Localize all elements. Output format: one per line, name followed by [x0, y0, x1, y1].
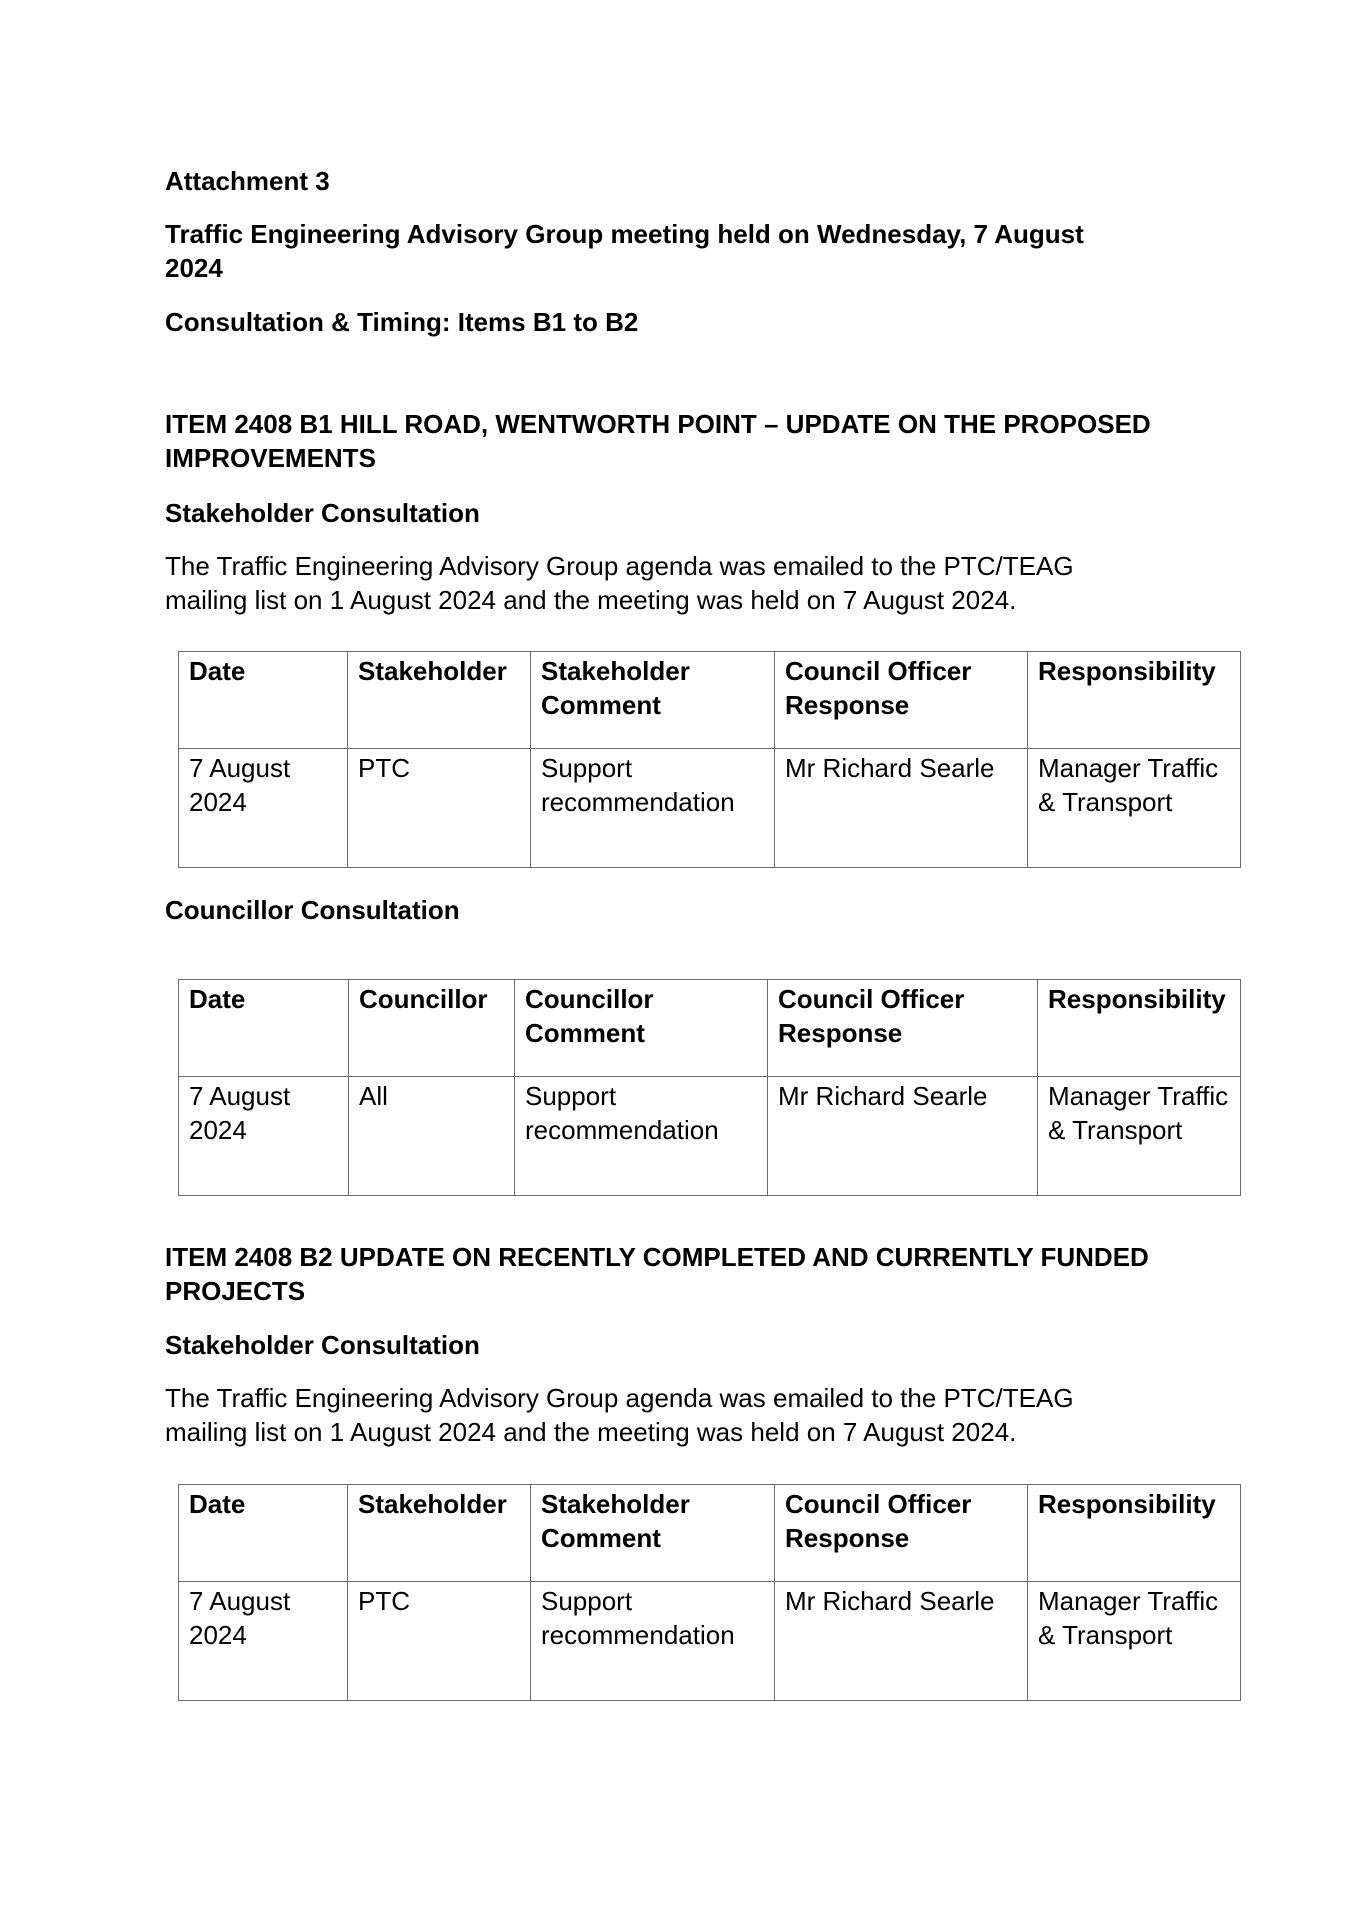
item-b1-stakeholder-heading: Stakeholder Consultation: [165, 498, 480, 528]
header-stakeholder-comment: Stakeholder Comment: [531, 652, 775, 749]
header-date: Date: [179, 980, 349, 1077]
header-stakeholder-comment: Stakeholder Comment: [531, 1485, 775, 1582]
table-row: [179, 1582, 1241, 1701]
header-stakeholder: Stakeholder: [348, 1485, 531, 1582]
meeting-title-line2: 2024: [165, 253, 223, 283]
header-date: Date: [179, 1485, 348, 1582]
table-row: [179, 1077, 1241, 1196]
consultation-timing-heading: Consultation & Timing: Items B1 to B2: [165, 307, 639, 337]
item-b1-title-line1: ITEM 2408 B1 HILL ROAD, WENTWORTH POINT – UPDATE ON THE PROPOSED: [165, 409, 1151, 439]
cell-date: 7 August 2024: [179, 1077, 349, 1196]
item-b2-stakeholder-heading: Stakeholder Consultation: [165, 1330, 480, 1360]
header-council-officer-response: Council Officer Response: [775, 1485, 1028, 1582]
header-council-officer-response: Council Officer Response: [775, 652, 1028, 749]
item-b2-title-line1: ITEM 2408 B2 UPDATE ON RECENTLY COMPLETED AND CURRENTLY FUNDED: [165, 1242, 1149, 1272]
cell-stakeholder-comment: Support recommendation: [531, 749, 775, 868]
cell-responsibility: Manager Traffic & Transport: [1038, 1077, 1241, 1196]
item-b1-councillor-heading: Councillor Consultation: [165, 895, 460, 925]
item-b2-paragraph-line1: The Traffic Engineering Advisory Group agenda was emailed to the PTC/TEAG: [165, 1383, 1074, 1413]
header-responsibility: Responsibility: [1038, 980, 1241, 1077]
item-b1-title-line2: IMPROVEMENTS: [165, 443, 376, 473]
table-header-row: [179, 980, 1241, 1077]
item-b1-stakeholder-table: [178, 651, 1241, 868]
item-b2-stakeholder-table: [178, 1484, 1241, 1701]
item-b1-paragraph-line2: mailing list on 1 August 2024 and the meeting was held on 7 August 2024.: [165, 585, 1017, 615]
header-date: Date: [179, 652, 348, 749]
cell-council-officer-response: Mr Richard Searle: [775, 1582, 1028, 1701]
header-responsibility: Responsibility: [1028, 1485, 1241, 1582]
header-stakeholder: Stakeholder: [348, 652, 531, 749]
table-row: [179, 749, 1241, 868]
header-council-officer-response: Council Officer Response: [768, 980, 1038, 1077]
cell-stakeholder: PTC: [348, 1582, 531, 1701]
cell-council-officer-response: Mr Richard Searle: [768, 1077, 1038, 1196]
cell-date: 7 August 2024: [179, 1582, 348, 1701]
table-header-row: [179, 1485, 1241, 1582]
item-b1-councillor-table: [178, 979, 1241, 1196]
header-councillor-comment: Councillor Comment: [515, 980, 768, 1077]
cell-councillor-comment: Support recommendation: [515, 1077, 768, 1196]
header-councillor: Councillor: [349, 980, 515, 1077]
table-header-row: [179, 652, 1241, 749]
cell-responsibility: Manager Traffic & Transport: [1028, 1582, 1241, 1701]
cell-responsibility: Manager Traffic & Transport: [1028, 749, 1241, 868]
cell-councillor: All: [349, 1077, 515, 1196]
cell-date: 7 August 2024: [179, 749, 348, 868]
cell-stakeholder: PTC: [348, 749, 531, 868]
attachment-label: Attachment 3: [165, 166, 330, 196]
meeting-title-line1: Traffic Engineering Advisory Group meeting held on Wednesday, 7 August: [165, 219, 1084, 249]
item-b2-title-line2: PROJECTS: [165, 1276, 306, 1306]
header-responsibility: Responsibility: [1028, 652, 1241, 749]
item-b1-paragraph-line1: The Traffic Engineering Advisory Group agenda was emailed to the PTC/TEAG: [165, 551, 1074, 581]
cell-council-officer-response: Mr Richard Searle: [775, 749, 1028, 868]
item-b2-paragraph-line2: mailing list on 1 August 2024 and the meeting was held on 7 August 2024.: [165, 1417, 1017, 1447]
cell-stakeholder-comment: Support recommendation: [531, 1582, 775, 1701]
